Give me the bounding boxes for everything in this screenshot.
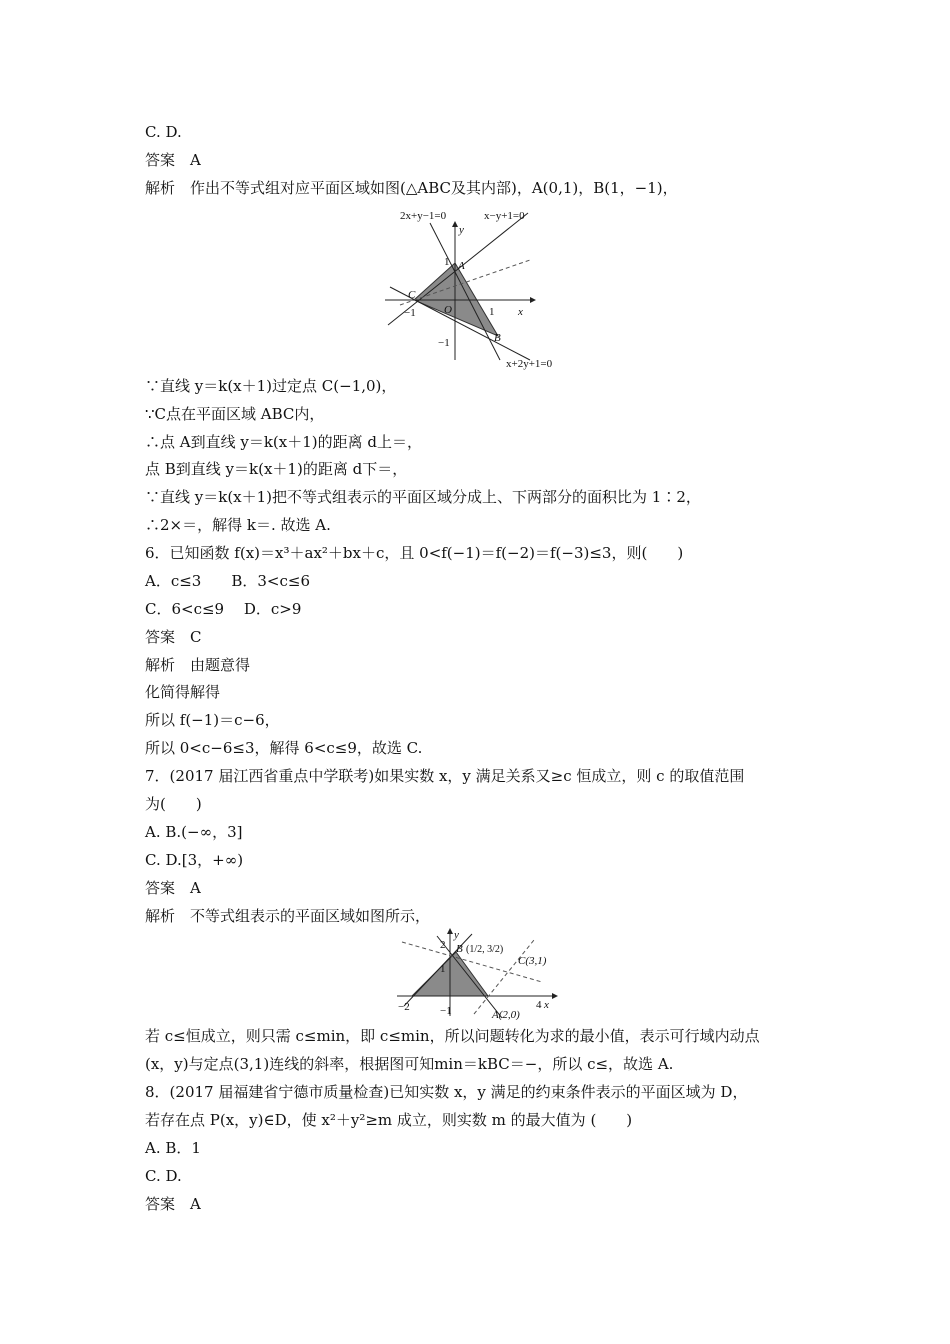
label-one-x: 1 (489, 306, 495, 318)
y-axis-arrow (447, 928, 453, 934)
text-line: ∵直线 y＝k(x＋1)把不等式组表示的平面区域分成上、下两部分的面积比为 1∶2， (145, 488, 701, 506)
text-line: 点 B到直线 y＝k(x＋1)的距离 d下＝， (145, 460, 408, 478)
text-line: 解析 由题意得 (145, 656, 251, 674)
text-line: C. D. (145, 123, 182, 141)
text-line: 若 c≤恒成立，则只需 c≤min，即 c≤min，所以问题转化为求的最小值，表示可行域内动点 (145, 1027, 760, 1045)
label-line2: x−y+1=0 (484, 210, 525, 222)
text-line: 解析 作出不等式组对应平面区域如图(△ABC及其内部)，A(0,1)，B(1，−1)， (145, 179, 678, 197)
text-line: 所以 f(−1)＝c−6， (145, 711, 280, 729)
label-neg2: −2 (398, 1001, 410, 1013)
label-neg1-x: −1 (404, 307, 416, 319)
y-axis-arrow (452, 221, 458, 227)
text-line: C. D.[3，+∞) (145, 851, 244, 869)
text-line: A. B．1 (145, 1139, 201, 1157)
text-line: 解析 不等式组表示的平面区域如图所示， (145, 907, 431, 925)
text-line: 答案 C (145, 628, 202, 646)
text-line: 若存在点 P(x，y)∈D，使 x²＋y²≥m 成立，则实数 m 的最大值为 ( ) (145, 1111, 633, 1129)
text-line: 8．(2017 届福建省宁德市质量检查)已知实数 x，y 满足的约束条件表示的平面区域为 D， (145, 1083, 748, 1101)
text-line: C．6<c≤9 D．c>9 (145, 600, 302, 618)
label-B: B (456, 943, 463, 955)
text-line: ∵C点在平面区域 ABC内， (145, 405, 325, 423)
text-line: ∵直线 y＝k(x＋1)过定点 C(−1,0)， (145, 377, 397, 395)
label-A: A (458, 260, 465, 272)
text-line: 6．已知函数 f(x)＝x³＋ax²＋bx＋c，且 0<f(−1)＝f(−2)＝f(−3)≤3，则( ) (145, 544, 684, 562)
text-line: A. B.(−∞，3] (145, 823, 243, 841)
label-neg1-y: −1 (438, 337, 450, 349)
text-line: C. D. (145, 1167, 182, 1185)
text-line: 化简得解得 (145, 683, 221, 701)
text-line: A．c≤3 B．3<c≤6 (145, 572, 310, 590)
label-one: 1 (440, 963, 446, 975)
label-line1: 2x+y−1=0 (400, 210, 447, 222)
text-line: 答案 A (145, 1195, 201, 1213)
label-one-y: 1 (444, 256, 450, 268)
label-four: 4 (536, 999, 542, 1011)
x-axis-arrow (530, 297, 536, 303)
label-two: 2 (440, 939, 446, 951)
text-line: 所以 0<c−6≤3，解得 6<c≤9，故选 C. (145, 739, 423, 757)
x-axis-arrow (552, 993, 558, 999)
text-line: 答案 A (145, 879, 201, 897)
text-line: 为( ) (145, 795, 202, 813)
text-line: ∴2×＝，解得 k＝. 故选 A. (145, 516, 331, 534)
label-A: A(2,0) (492, 1009, 520, 1020)
label-O: O (444, 304, 452, 316)
text-line: 答案 A (145, 151, 201, 169)
label-neg1: −1 (440, 1005, 452, 1017)
label-line3: x+2y+1=0 (506, 358, 553, 370)
text-line: ∴点 A到直线 y＝k(x＋1)的距离 d上＝， (145, 433, 423, 451)
label-y: y (454, 929, 459, 941)
figure-2-feasible-region (392, 926, 562, 1020)
label-B: B (494, 332, 501, 344)
label-C: C(3,1) (518, 955, 547, 967)
figure-1-feasible-region (380, 205, 570, 370)
text-line: (x，y)与定点(3,1)连线的斜率，根据图可知min＝kBC＝−，所以 c≤，故选 A. (145, 1055, 674, 1073)
label-C: C (408, 289, 416, 301)
label-y: y (459, 224, 464, 236)
text-line: 7．(2017 届江西省重点中学联考)如果实数 x，y 满足关系又≥c 恒成立，则 c 的取值范围 (145, 767, 745, 785)
label-x: x (518, 306, 523, 318)
label-x: x (544, 999, 549, 1011)
label-B-coords: (1/2, 3/2) (466, 944, 504, 955)
